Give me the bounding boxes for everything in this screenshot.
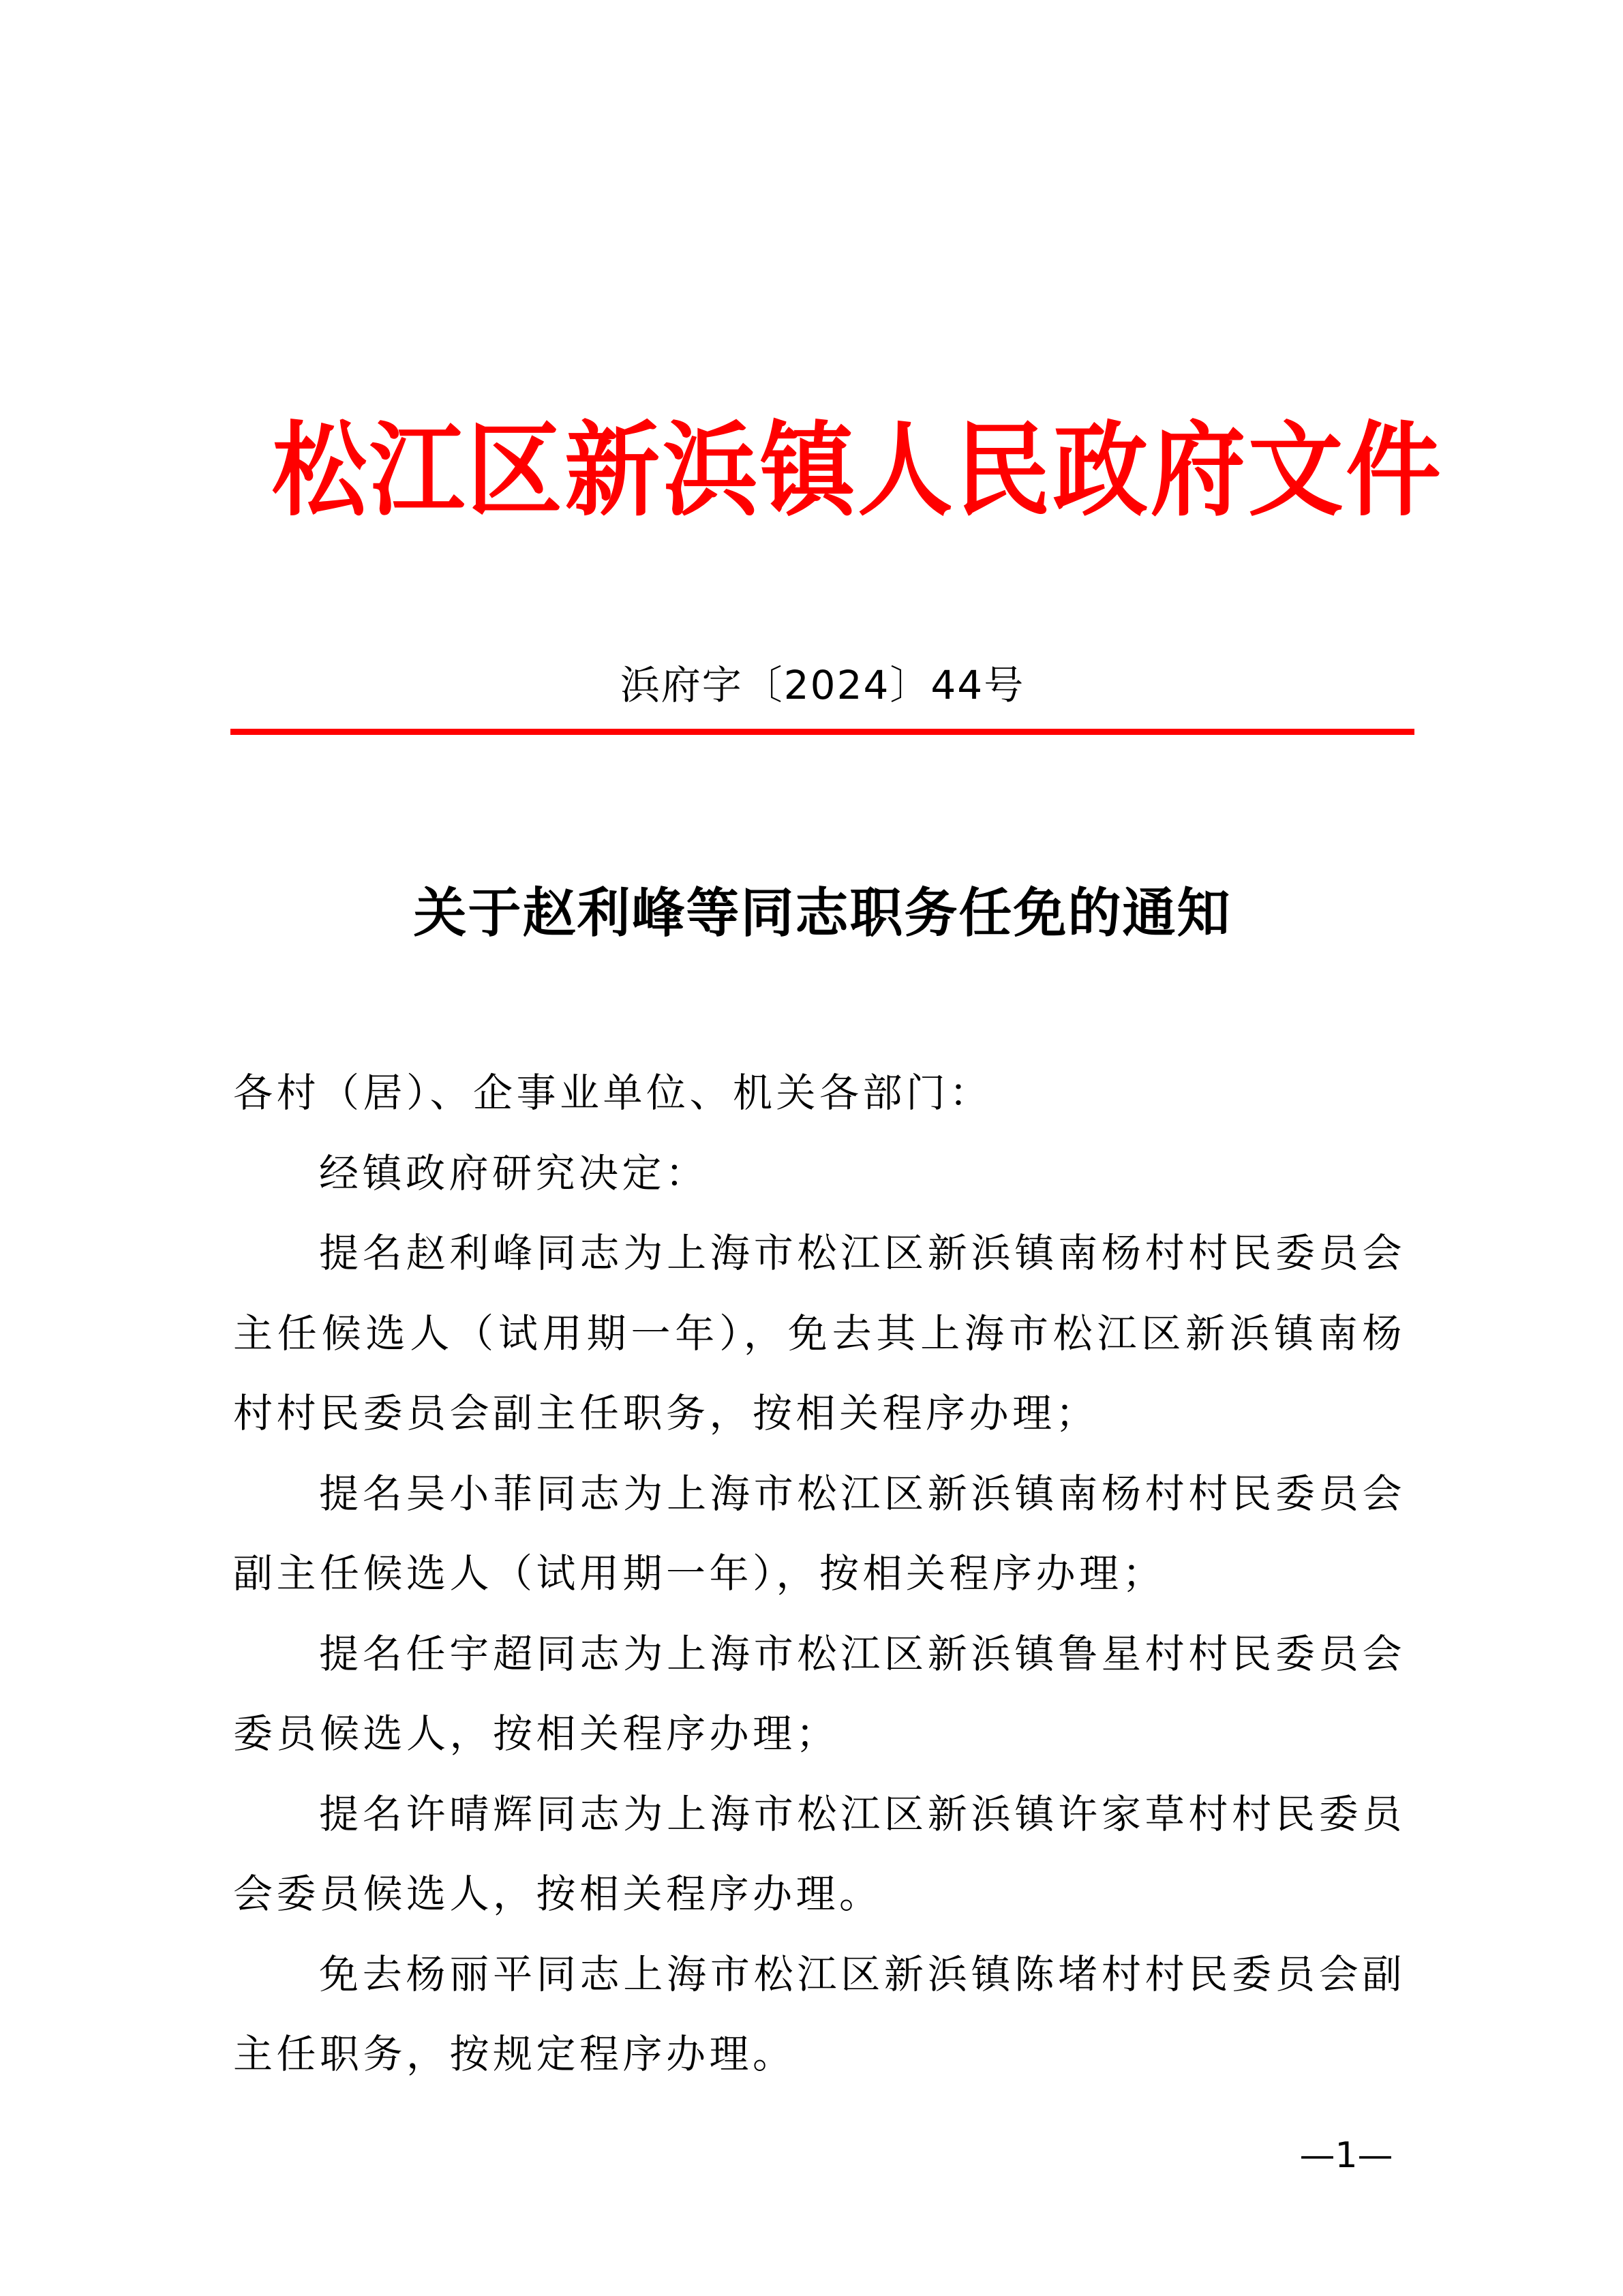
body-paragraph: 提名吴小菲同志为上海市松江区新浜镇南杨村村民委员会副主任候选人（试用期一年），按相关程序办理； [233,1470,1406,1597]
body-paragraph: 提名许晴辉同志为上海市松江区新浜镇许家草村村民委员会委员候选人，按相关程序办理。 [233,1790,1406,1917]
page-number: —1— [1299,2135,1393,2176]
document-subject: 关于赵利峰等同志职务任免的通知 [413,882,1232,944]
body-paragraph: 提名赵利峰同志为上海市松江区新浜镇南杨村村民委员会主任候选人（试用期一年），免去其上海市松江区新浜镇南杨村村民委员会副主任职务，按相关程序办理； [233,1230,1406,1436]
addressee: 各村（居）、企事业单位、机关各部门： [233,1070,993,1116]
document-number: 浜府字〔2024〕44号 [620,662,1025,708]
body-paragraph: 经镇政府研究决定： [319,1149,709,1196]
document-body [233,1053,1406,2095]
issuer-title: 松江区新浜镇人民政府文件 [271,410,1444,530]
body-paragraph: 免去杨丽平同志上海市松江区新浜镇陈堵村村民委员会副主任职务，按规定程序办理。 [233,1950,1406,2077]
red-divider [230,729,1414,735]
body-paragraph: 提名任宇超同志为上海市松江区新浜镇鲁星村村民委员会委员候选人，按相关程序办理； [233,1630,1406,1757]
